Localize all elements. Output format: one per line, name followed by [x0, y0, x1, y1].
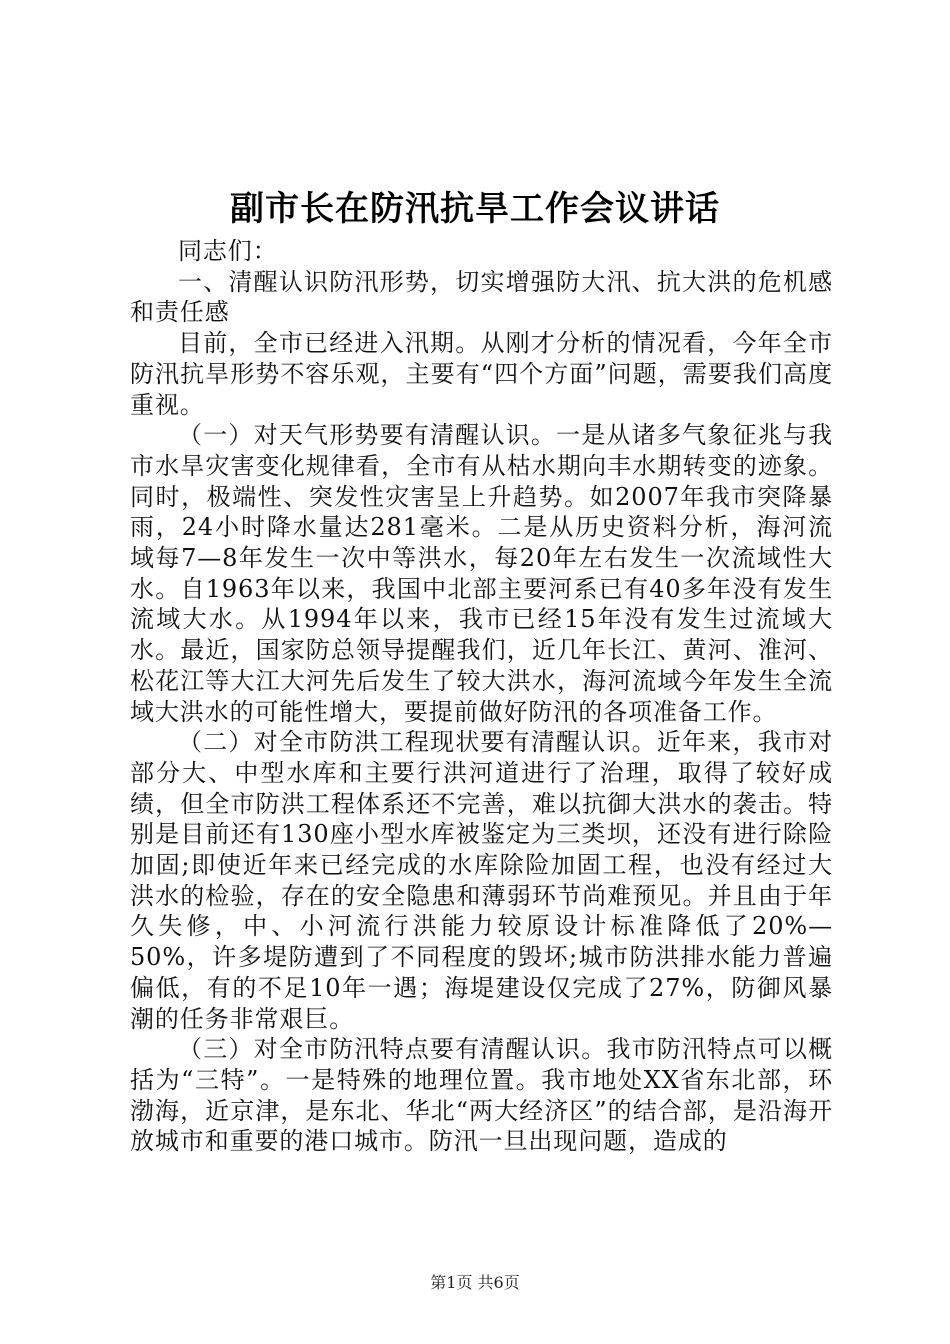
paragraph-section-heading: 一、清醒认识防汛形势，切实增强防大汛、抗大洪的危机感和责任感: [130, 267, 833, 327]
paragraph-intro: 目前，全市已经进入汛期。从刚才分析的情况看，今年全市防汛抗旱形势不容乐观，主要有“四个方面”问题，需要我们高度重视。: [130, 329, 833, 419]
paragraph-characteristics: （三）对全市防汛特点要有清醒认识。我市防汛特点可以概括为“三特”。一是特殊的地理位置。我市地处XX省东北部，环渤海，近京津，是东北、华北“两大经济区”的结合部，是沿海开放城市和重要的港口城市。防汛一旦出现问题，造成的: [130, 1035, 833, 1156]
document-body: [130, 236, 833, 1157]
document-title: 副市长在防汛抗旱工作会议讲话: [230, 189, 720, 229]
paragraph-engineering: （二）对全市防洪工程现状要有清醒认识。近年来，我市对部分大、中型水库和主要行洪河道进行了治理，取得了较好成绩，但全市防洪工程体系还不完善，难以抗御大洪水的袭击。特别是目前还有130座小型水库被鉴定为三类坝，还没有进行除险加固;即使近年来已经完成的水库除险加固工程，也没有经过大洪水的检验，存在的安全隐患和薄弱环节尚难预见。并且由于年久失修，中、小河流行洪能力较原设计标准降低了20%—50%，许多堤防遭到了不同程度的毁坏;城市防洪排水能力普遍偏低，有的不足10年一遇；海堤建设仅完成了27%，防御风暴潮的任务非常艰巨。: [130, 728, 833, 1033]
paragraph-weather: （一）对天气形势要有清醒认识。一是从诸多气象征兆与我市水旱灾害变化规律看，全市有从枯水期向丰水期转变的迹象。同时，极端性、突发性灾害呈上升趋势。如2007年我市突降暴雨，24小时降水量达281毫米。二是从历史资料分析，海河流域每7—8年发生一次中等洪水，每20年左右发生一次流域性大水。自1963年以来，我国中北部主要河系已有40多年没有发生流域大水。从1994年以来，我市已经15年没有发生过流域大水。最近，国家防总领导提醒我们，近几年长江、黄河、淮河、松花江等大江大河先后发生了较大洪水，海河流域今年发生全流域大洪水的可能性增大，要提前做好防汛的各项准备工作。: [130, 421, 833, 726]
page-number-footer: 第1页 共6页: [430, 1273, 520, 1292]
paragraph-salutation: 同志们：: [178, 237, 278, 265]
